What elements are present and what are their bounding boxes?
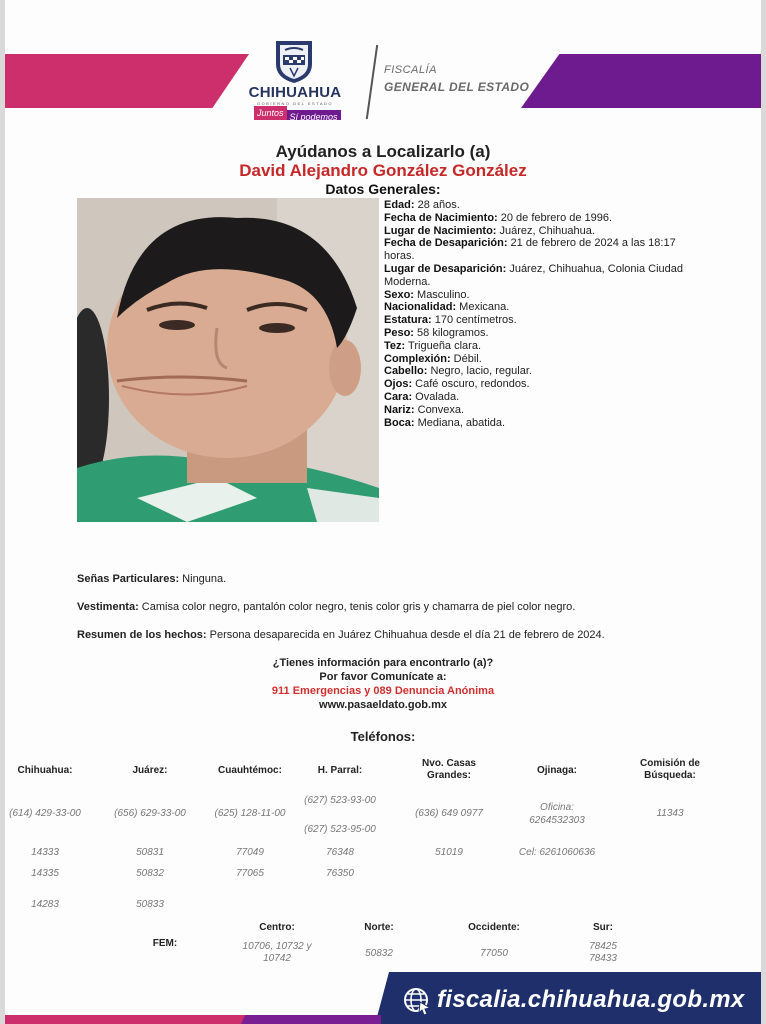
contact-question: ¿Tienes información para encontrarlo (a)? (272, 657, 494, 669)
fem-region-header: Sur: (593, 922, 613, 933)
emergency-numbers: 911 Emergencias y 089 Denuncia Anónima (271, 685, 495, 697)
phones-title: Teléfonos: (350, 729, 416, 744)
phone-extension: 51019 (435, 847, 463, 858)
detail-label: Tez: (384, 339, 406, 352)
phone-extension: Cel: 6261060636 (518, 847, 596, 858)
detail-value: Negro, lacio, regular. (427, 365, 532, 378)
fem-region-header: Centro: (259, 922, 295, 933)
fem-number: 10742 (263, 953, 291, 964)
general-details (384, 199, 684, 429)
person-photo (77, 198, 379, 522)
phone-city-header: Ojinaga: (536, 765, 577, 776)
phone-city-header: Chihuahua: (17, 765, 73, 776)
distinguishing-marks (77, 573, 226, 585)
detail-label: Nariz: (384, 403, 415, 416)
detail-label: Fecha de Desaparición: (384, 237, 508, 250)
government-subtitle: GOBIERNO DEL ESTADO (256, 101, 334, 106)
phone-number: (627) 523-93-00 (304, 795, 376, 806)
phone-number: (627) 523-95-00 (304, 824, 376, 835)
detail-row (384, 237, 684, 263)
fem-label: FEM: (152, 938, 178, 949)
detail-value: 28 años. (414, 199, 460, 211)
phone-number: 11343 (656, 808, 684, 819)
detail-row (384, 327, 684, 340)
slogan-part1: Juntos (254, 106, 287, 120)
detail-value: Mediana, abatida. (414, 416, 506, 429)
detail-label: Fecha de Nacimiento: (384, 211, 498, 224)
incident-summary-label: Resumen de los hechos: (77, 629, 207, 641)
report-website-link[interactable]: www.pasaeldato.gob.mx (319, 699, 447, 711)
detail-label: Edad: (384, 199, 415, 211)
phone-number: (625) 128-11-00 (214, 808, 286, 819)
incident-summary-value: Persona desaparecida en Juárez Chihuahua desde el día 21 de febrero de 2024. (206, 629, 605, 641)
detail-label: Cara: (384, 390, 413, 403)
phone-number: (636) 649 0977 (415, 808, 483, 819)
phone-extension: 77049 (236, 847, 264, 858)
agency-line2: GENERAL DEL ESTADO (384, 80, 530, 94)
clothing (77, 601, 575, 613)
slogan (254, 106, 341, 120)
phone-city-header: H. Parral: (317, 765, 363, 776)
detail-label: Ojos: (384, 378, 413, 391)
detail-value: Convexa. (414, 403, 465, 416)
detail-row (384, 378, 684, 391)
agency-line1: FISCALÍA (384, 64, 437, 76)
phone-city-header: Juárez: (132, 765, 168, 776)
person-photo-illustration (77, 198, 379, 522)
detail-row (384, 289, 684, 302)
detail-row (384, 404, 684, 417)
detail-row (384, 263, 684, 289)
detail-row (384, 353, 684, 366)
detail-value: 58 kilogramos. (413, 326, 489, 339)
missing-person-poster (5, 0, 761, 1024)
detail-row (384, 314, 684, 327)
detail-row (384, 340, 684, 353)
header-band-pink (5, 54, 249, 108)
phone-extension: 50833 (136, 899, 164, 910)
detail-row (384, 391, 684, 404)
phone-extension: 50831 (136, 847, 164, 858)
detail-label: Lugar de Desaparición: (384, 262, 507, 275)
phone-number: 6264532303 (529, 815, 585, 826)
detail-value: 21 de febrero de 2024 a las 18:17 horas. (384, 237, 676, 263)
person-name: David Alejandro González González (239, 161, 527, 180)
phone-number: Oficina: (540, 802, 574, 813)
detail-value: Débil. (450, 352, 482, 365)
globe-cursor-icon (403, 987, 431, 1015)
poster-title: Ayúdanos a Localizarlo (a) (275, 142, 491, 161)
clothing-label: Vestimenta: (77, 601, 139, 613)
phone-city-header: Cuauhtémoc: (218, 765, 282, 776)
detail-label: Cabello: (384, 365, 428, 378)
section-title: Datos Generales: (325, 181, 441, 197)
incident-summary (77, 629, 605, 641)
detail-label: Peso: (384, 326, 414, 339)
fem-number: 78433 (589, 953, 617, 964)
detail-value: Café oscuro, redondos. (412, 378, 530, 391)
footer-band-purple (241, 1015, 381, 1024)
phone-extension: 50832 (136, 868, 164, 879)
fem-number: 10706, 10732 y (242, 941, 312, 952)
detail-row (384, 199, 684, 212)
detail-value: 170 centímetros. (431, 314, 517, 327)
phone-extension: 14333 (31, 847, 59, 858)
detail-label: Lugar de Nacimiento: (384, 224, 497, 237)
distinguishing-marks-label: Señas Particulares: (77, 573, 180, 585)
detail-value: Juárez, Chihuahua, Colonia Ciudad Moderna. (384, 262, 683, 288)
fem-number: 77050 (480, 948, 508, 959)
phone-extension: 77065 (236, 868, 264, 879)
fem-number: 78425 (589, 941, 617, 952)
phone-extension: 14335 (31, 868, 59, 879)
phone-city-header: Nvo. Casas Grandes: (422, 758, 476, 781)
government-name: CHIHUAHUA (248, 84, 342, 101)
detail-value: Mexicana. (456, 301, 510, 314)
detail-row (384, 417, 684, 430)
detail-label: Boca: (384, 416, 415, 429)
detail-value: Ovalada. (412, 390, 460, 403)
fem-region-header: Norte: (364, 922, 394, 933)
detail-row (384, 225, 684, 238)
detail-value: Trigueña clara. (405, 339, 482, 352)
detail-label: Nacionalidad: (384, 301, 457, 314)
detail-value: Masculino. (413, 288, 470, 301)
detail-value: Juárez, Chihuahua. (496, 224, 595, 237)
header-divider (366, 45, 378, 119)
phone-extension: 76348 (326, 847, 354, 858)
detail-label: Complexión: (384, 352, 451, 365)
header-band-purple (521, 54, 761, 108)
detail-label: Sexo: (384, 288, 414, 301)
footer-website-link[interactable]: fiscalia.chihuahua.gob.mx (437, 986, 745, 1013)
fem-region-header: Occidente: (468, 922, 520, 933)
detail-row (384, 301, 684, 314)
phone-city-header: Comisión de Búsqueda: (639, 758, 700, 781)
detail-row (384, 212, 684, 225)
phone-number: (614) 429-33-00 (9, 808, 81, 819)
detail-row (384, 365, 684, 378)
slogan-part2: Sí podemos (287, 110, 341, 120)
distinguishing-marks-value: Ninguna. (179, 573, 227, 585)
phone-number: (656) 629-33-00 (114, 808, 186, 819)
clothing-value: Camisa color negro, pantalón color negro, tenis color gris y chamarra de piel color negro. (138, 601, 576, 613)
state-shield-icon (273, 38, 315, 84)
fem-number: 50832 (365, 948, 393, 959)
detail-label: Estatura: (384, 314, 432, 327)
contact-please: Por favor Comunícate a: (319, 671, 447, 683)
phone-extension: 76350 (326, 868, 354, 879)
detail-value: 20 de febrero de 1996. (497, 211, 613, 224)
phone-extension: 14283 (31, 899, 59, 910)
footer-band-pink (5, 1015, 245, 1024)
